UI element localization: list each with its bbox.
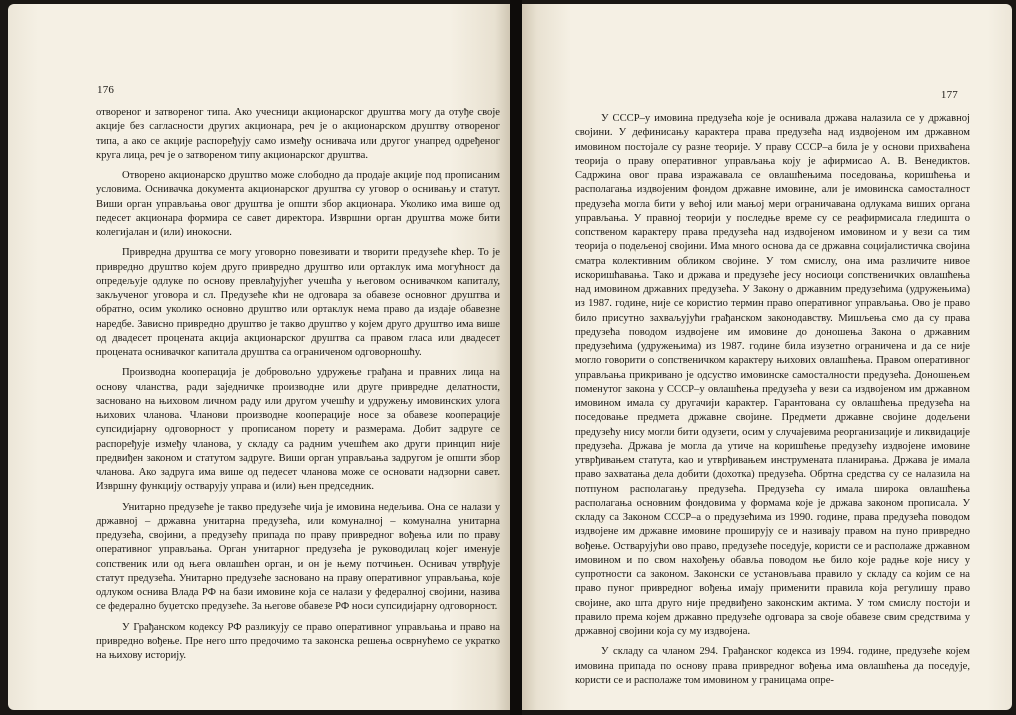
page-number: 176: [97, 84, 115, 96]
paragraph: Унитарно предузеће је такво предузеће чија је имовина недељива. Она се налази у државној – државна унитарна предузећа, или комуналној – комунална унитарна предузећа, својини, а предузећу припада по праву привредног вођења или по праву оперативног управљања. Орган унитарног предузећа је руководилац којег именује сопственик или од њега овлашћен орган, и он је њему потчињен. Оснивач утврђује статут предузећа. Унитарно предузеће засновано на праву оперативног управљања, које одлуком оснива Влада РФ на бази имовине која се налази у федералној својини, назива се федерално буџетско предузеће. За његове обавезе РФ носи супсидијарну одговорност.: [96, 501, 500, 613]
paragraph: У СССР–у имовина предузећа које је оснивала држава налазила се у државној својини. У дефинисању карактера права предузећа над издвојеном им државном имовином постојале су разне теорије. У праву СССР–а била је у основи прихваћена теорија о праву оперативног управљања коју је афирмисао А. В. Венедиктов. Садржина овог права изражавала се овлашћењима поседовања, коришћења и располагања издвојеним фондом државне имовине, али је имовинска самосталност предузећа могла бити у већој или мањој мери ограничавана одлукама виших органа управљања. У правној теорији у последње време су се реафирмисала гледишта о сопственом карактеру права предузећа над издвојеном имовином и у вези са тим теорија о подељеној својини. Има много основа да се државна социјалистичка својина сматра колективним обликом својине. У том смислу, она има различите нивое искоришћавања. Тако и држава и предузеће јесу носиоци сопственичких овлашћења над имовином државних предузећа. У Закону о државним предузећима (удружењима) из 1987. године, није се користио термин право оперативног управљања. Ово је право било присутно захваљујући грађанском законодавству. Мишљења смо да су права предузећа поводом издвојене им имовине до доношења Закона о државним предузећима (удружењима) из 1987. године била изузетно ограничена и да се није могло говорити о сопственичком карактеру њихових овлашћења. Правом оперативног управљања прикривано је одсуство имовинске самосталности предузећа. Доношењем поменутог закона у СССР–у овлашћења предузећа у вези са издвојеном им државном имовином имала су другачији карактер. Гарантована су овлашћења предузећа на поседовање предмета државне својине. Предмети државне својине додељени предузећу нису могли бити одузети, осим у случајевима реорганизације и ликвидације предузећа. Држава је могла да утиче на коришћење предузећу издвојене имовине утврђивањем статута, као и утврђивањем инструмената планирања. Држава је имала право захватања дела добити (дохотка) предузећа. Обртна средства су се налазила на потпуном располагању предузећа. Предузећа су имала широка овлашћења располагања основним фондовима у формама које је држава законом прописала. У складу са Законом СССР–а о предузећима из 1990. године, права предузећа поводом издвојене им државне имовине проширују се и називају правом на пуно привредно вођење. Остварујући ово право, предузеће поседује, користи се и располаже државном имовином и по свом нахођењу обавља поводом ње било које радње које нису у супротности са законом. Законски се установљава правило у складу са којим се на право пуног привредног вођења имају применити правила која регулишу право својине, ако шта друго није предвиђено законским актима. У том смислу постоји и правило према којем државно предузеће одговара за своје обавезе свим средствима у државној својини која су му издвојена.: [575, 113, 970, 637]
paragraph: У складу са чланом 294. Грађанског кодекса из 1994. године, предузеће којем имовина припада по основу права привредног вођења има овлашћења да поседује, користи се и располаже том имовином у границама опре-: [575, 646, 970, 686]
left-page: [8, 4, 510, 710]
page-text: [575, 112, 970, 688]
paragraph: У Грађанском кодексу РФ разликују се право оперативног управљања и право на привредно вођење. Пре него што предочимо та законска решења осврнућемо се укратко на њихову историју.: [96, 621, 500, 661]
gutter: [510, 0, 522, 715]
paragraph: отвореног и затвореног типа. Ако учесници акционарског друштва могу да отуђе своје акције без сагласности других акционара, реч је о акционарском друштву отвореног типа, а ако се акције распоређују само између оснивача или другог унапред одређеног круга лица, реч је о затвореном типу акционарског друштва.: [96, 107, 500, 161]
paragraph: Производна кооперација је добровољно удружење грађана и правних лица на основу чланства, ради заједничке производне или друге привредне делатности, засновано на њиховом личном раду или другом учешћу и удружењу имовинских улога њихових чланова. Чланови производне кооперације носе за обавезе кооперације супсидијарну одговорност у прописаном порету и размерама. Добит задруге се распоређује између чланова, у складу са радним учешћем ако други принцип није предвиђен законом и статутом задруге. Виши орган управљања задругом је општи збор чланова. Ако задруга има више од педесет чланова може се основати надзорни савет. Извршну функцију остварују управа и (или) њен председник.: [96, 367, 500, 493]
paragraph: Привредна друштва се могу уговорно повезивати и творити предузеће кћер. То је привредно друштво којем друго привредно друштво или ортаклук има могућност да опредељује одлуке по основу превлађујућег учешћа у његовом оснивачком капиталу, закљученог уговора и сл. Предузеће кћи не одговара за обавезе основног друштва и обратно, осим уколико основно друштво или ортаклук нема право да издаје обавезне наредбе. Зависно привредно друштво је такво друштво у којем друго друштво има више од двадесет процената акција акционарског друштва са правом гласа или двадесет процената оснивачког капитала друштва са ограниченом одговорношћу.: [96, 247, 500, 358]
paragraph: Отворено акционарско друштво може слободно да продаје акције под прописаним условима. Оснивачка документа акционарског друштва су уговор о оснивању и статут. Виши орган управљања овог друштва је општи збор акционара. Уколико има више од педесет акционара формира се савет директора. Извршни орган друштва може бити колегијалан и (или) инокосни.: [96, 170, 500, 238]
right-page: [522, 4, 1012, 710]
page-text: [96, 106, 500, 663]
page-number: 177: [940, 89, 958, 101]
